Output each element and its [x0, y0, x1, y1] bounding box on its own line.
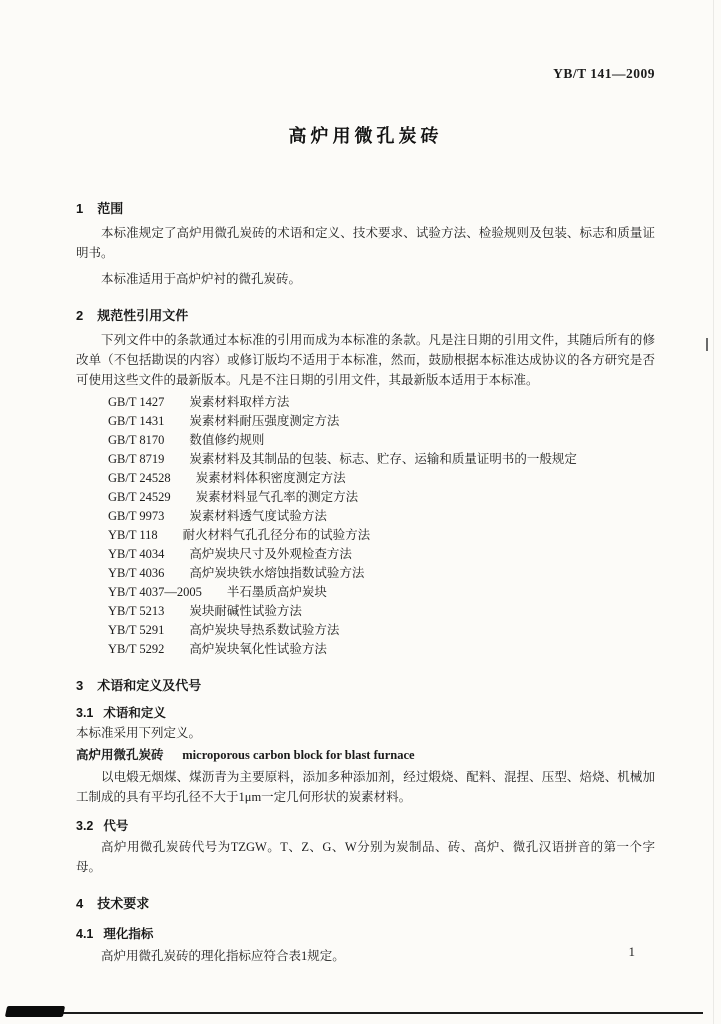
section-3-1-number: 3.1 [76, 706, 94, 720]
reference-code: GB/T 8170 [108, 433, 165, 447]
reference-item [108, 526, 655, 545]
reference-item [108, 450, 655, 469]
section-4-1-number: 4.1 [76, 927, 94, 941]
reference-code: GB/T 1431 [108, 414, 165, 428]
reference-title: 炭素材料显气孔率的测定方法 [195, 490, 359, 504]
section-1-heading [76, 198, 655, 217]
scan-edge-right [713, 0, 714, 1024]
code-designation-text: 高炉用微孔炭砖代号为TZGW。T、Z、G、W分别为炭制品、砖、高炉、微孔汉语拼音的第一个字母。 [76, 840, 655, 874]
section-3-title: 术语和定义及代号 [97, 678, 202, 693]
reference-item [108, 621, 655, 640]
reference-title: 炭块耐碱性试验方法 [189, 604, 302, 618]
reference-item [108, 469, 655, 488]
physchem-intro-text: 高炉用微孔炭砖的理化指标应符合表1规定。 [101, 949, 345, 963]
reference-item [108, 640, 655, 659]
reference-code: YB/T 118 [108, 528, 158, 542]
reference-item [108, 564, 655, 583]
reference-title: 高炉炭块导热系数试验方法 [189, 623, 340, 637]
section-3-1-title: 术语和定义 [103, 706, 166, 720]
reference-title: 高炉炭块氧化性试验方法 [189, 642, 327, 656]
section-2-heading [76, 305, 655, 324]
reference-code: GB/T 1427 [108, 395, 165, 409]
reference-item [108, 602, 655, 621]
document-title: 高炉用微孔炭砖 [288, 126, 443, 146]
normative-references-intro: 下列文件中的条款通过本标准的引用而成为本标准的条款。凡是注日期的引用文件，其随后所有的修改单（不包括勘误的内容）或修订版均不适用于本标准，然而，鼓励根据本标准达成协议的各方研究是否可使用这些文件的最新版本。凡是不注日期的引用文件，其最新版本适用于本标准。 [76, 333, 655, 387]
reference-code: GB/T 9973 [108, 509, 165, 523]
reference-list [76, 393, 655, 659]
section-1-number: 1 [76, 201, 84, 216]
section-3-1-heading [76, 703, 655, 721]
scan-tick-right [706, 338, 708, 351]
term-definition-text: 以电煅无烟煤、煤沥青为主要原料，添加多种添加剂，经过煅烧、配料、混捏、压型、焙烧、机械加工制成的具有平均孔径不大于1μm一定几何形状的炭素材料。 [76, 770, 655, 804]
reference-code: YB/T 5213 [108, 604, 165, 618]
term-chinese: 高炉用微孔炭砖 [76, 748, 164, 762]
reference-title: 炭素材料及其制品的包装、标志、贮存、运输和质量证明书的一般规定 [189, 452, 577, 466]
reference-code: GB/T 8719 [108, 452, 165, 466]
reference-code: YB/T 5291 [108, 623, 165, 637]
reference-code: GB/T 24528 [108, 471, 171, 485]
reference-title: 炭素材料耐压强度测定方法 [189, 414, 340, 428]
section-2-title: 规范性引用文件 [97, 308, 189, 323]
term-english: microporous carbon block for blast furnace [182, 748, 415, 762]
section-1-title: 范围 [97, 201, 124, 216]
reference-title: 炭素材料透气度试验方法 [189, 509, 327, 523]
reference-code: YB/T 4034 [108, 547, 165, 561]
section-3-number: 3 [76, 678, 84, 693]
reference-title: 高炉炭块铁水熔蚀指数试验方法 [189, 566, 365, 580]
section-4-number: 4 [76, 896, 84, 911]
reference-item [108, 393, 655, 412]
reference-item [108, 431, 655, 450]
reference-title: 半石墨质高炉炭块 [226, 585, 327, 599]
reference-code: YB/T 4037—2005 [108, 585, 202, 599]
doc-number: YB/T 141—2009 [553, 66, 655, 81]
reference-title: 耐火材料气孔孔径分布的试验方法 [182, 528, 371, 542]
section-4-1-title: 理化指标 [103, 927, 154, 941]
reference-code: YB/T 4036 [108, 566, 165, 580]
reference-item [108, 545, 655, 564]
reference-title: 数值修约规则 [189, 433, 265, 447]
page-number: 1 [628, 944, 635, 959]
reference-code: GB/T 24529 [108, 490, 171, 504]
reference-item [108, 412, 655, 431]
section-3-heading [76, 675, 655, 694]
reference-item [108, 583, 655, 602]
term-definition-line [76, 745, 655, 765]
section-3-2-heading [76, 816, 655, 834]
scope-paragraph-2: 本标准适用于高炉炉衬的微孔炭砖。 [101, 272, 302, 286]
terms-intro: 本标准采用下列定义。 [76, 726, 202, 740]
section-4-heading [76, 893, 655, 912]
reference-title: 高炉炭块尺寸及外观检查方法 [189, 547, 352, 561]
section-4-1-heading [76, 924, 655, 942]
scan-mark-bottom-left [5, 1006, 65, 1017]
reference-item [108, 507, 655, 526]
scope-paragraph-1: 本标准规定了高炉用微孔炭砖的术语和定义、技术要求、试验方法、检验规则及包装、标志和质量证明书。 [76, 226, 655, 260]
section-2-number: 2 [76, 308, 84, 323]
section-4-title: 技术要求 [97, 896, 150, 911]
reference-title: 炭素材料取样方法 [189, 395, 290, 409]
section-3-2-title: 代号 [103, 819, 129, 833]
reference-title: 炭素材料体积密度测定方法 [195, 471, 346, 485]
scan-line-bottom [8, 1012, 703, 1014]
reference-item [108, 488, 655, 507]
section-3-2-number: 3.2 [76, 819, 94, 833]
reference-code: YB/T 5292 [108, 642, 165, 656]
